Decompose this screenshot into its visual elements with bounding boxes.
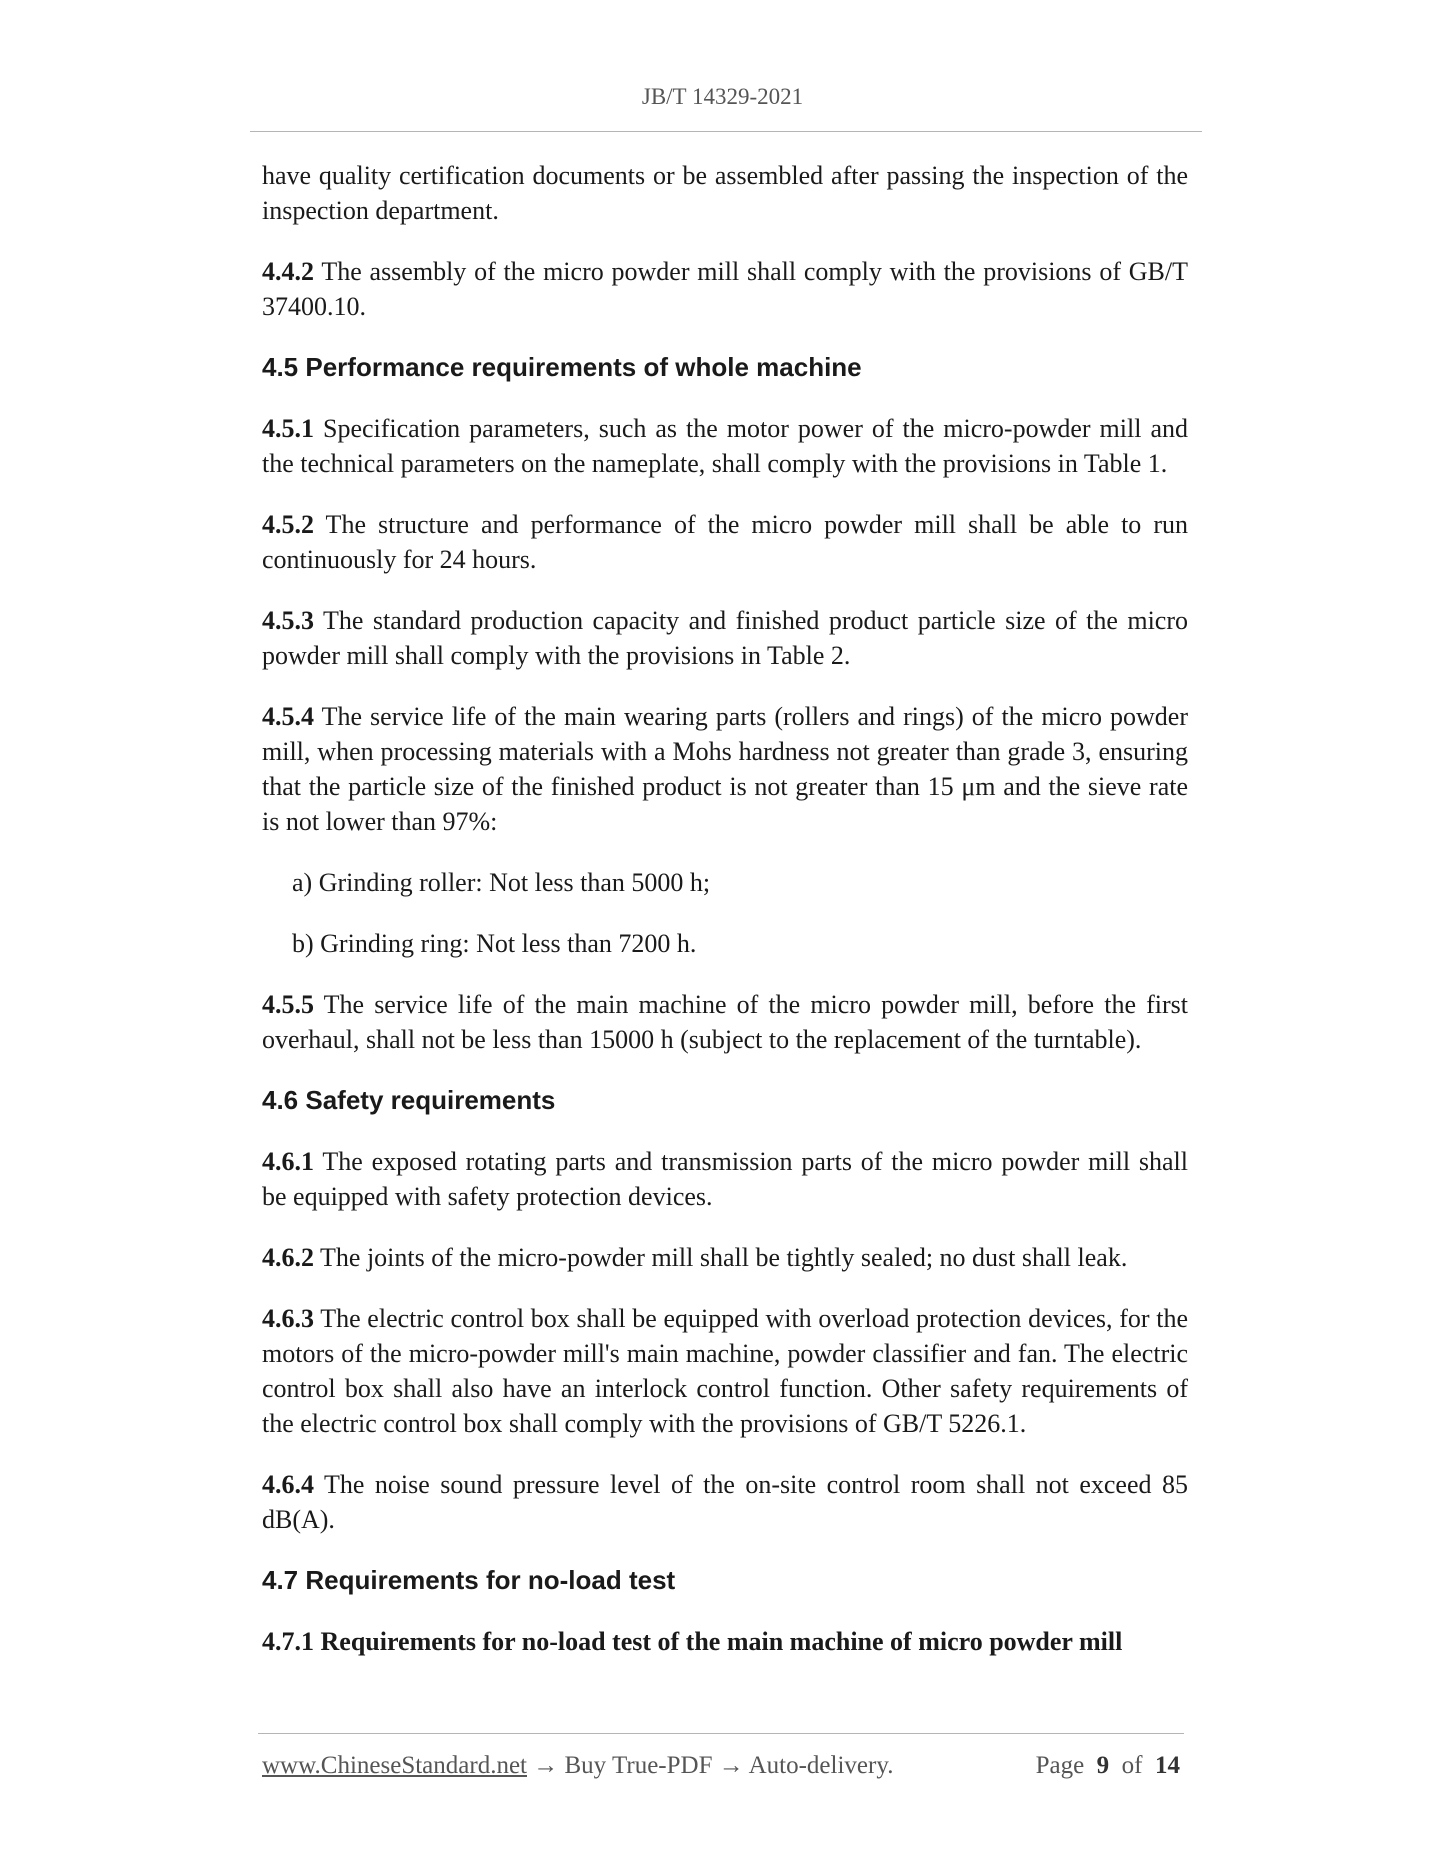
page-body [262,158,1188,1659]
footer-divider [258,1733,1184,1734]
clause-number: 4.4.2 [262,257,314,286]
website-link[interactable]: www.ChineseStandard.net [262,1752,527,1779]
clause-number: 4.6.2 [262,1243,314,1272]
clause-text: The exposed rotating parts and transmission parts of the micro powder mill shall be equipped with safety protection devices. [262,1147,1188,1211]
clause-4-5-3 [262,603,1188,673]
arrow-right-icon: → [527,1752,565,1779]
clause-text: The assembly of the micro powder mill shall comply with the provisions of GB/T 37400.10. [262,257,1188,321]
paragraph-continuation: have quality certification documents or be assembled after passing the inspection of the inspection department. [262,161,1188,225]
clause-4-6-4 [262,1467,1188,1537]
clause-number: 4.6.3 [262,1304,314,1333]
clause-number: 4.6.4 [262,1470,314,1499]
clause-number: 4.5.5 [262,990,314,1019]
clause-4-5-4 [262,699,1188,839]
clause-text: The structure and performance of the micro powder mill shall be able to run continuously for 24 hours. [262,510,1188,574]
total-pages-number: 14 [1155,1752,1180,1779]
clause-text: The standard production capacity and finished product particle size of the micro powder mill shall comply with the provisions in Table 2. [262,606,1188,670]
clause-text: Specification parameters, such as the motor power of the micro-powder mill and the technical parameters on the nameplate, shall comply with the provisions in Table 1. [262,414,1188,478]
clause-text: The service life of the main wearing parts (rollers and rings) of the micro powder mill, when processing materials with a Mohs hardness not greater than grade 3, ensuring that the particle size of the finished product is not greater than 15 μm and the sieve rate is not lower than 97%: [262,702,1188,836]
section-heading-4-7: 4.7 Requirements for no-load test [262,1565,676,1595]
buy-pdf-text: Buy True-PDF [564,1752,713,1779]
header-divider [250,131,1202,132]
clause-4-5-1 [262,411,1188,481]
clause-text: The service life of the main machine of the micro powder mill, before the first overhaul, shall not be less than 15000 h (subject to the replacement of the turntable). [262,990,1188,1054]
clause-text: The noise sound pressure level of the on-site control room shall not exceed 85 dB(A). [262,1470,1188,1534]
auto-delivery-text: Auto-delivery. [748,1752,894,1779]
document-code-header: JB/T 14329-2021 [641,84,804,109]
clause-number: 4.5.3 [262,606,314,635]
clause-4-5-5 [262,987,1188,1057]
clause-4-4-2 [262,254,1188,324]
clause-4-6-3 [262,1301,1188,1441]
clause-number: 4.6.1 [262,1147,314,1176]
subsection-heading-4-7-1: 4.7.1 Requirements for no-load test of the main machine of micro powder mill [262,1627,1123,1656]
section-heading-4-5: 4.5 Performance requirements of whole machine [262,352,862,382]
page-footer [262,1752,1180,1780]
current-page-number: 9 [1096,1752,1110,1779]
section-heading-4-6: 4.6 Safety requirements [262,1085,556,1115]
list-item-a: a) Grinding roller: Not less than 5000 h; [292,868,711,897]
list-item-b: b) Grinding ring: Not less than 7200 h. [292,929,697,958]
clause-4-6-2 [262,1240,1188,1275]
clause-text: The joints of the micro-powder mill shall be tightly sealed; no dust shall leak. [314,1243,1128,1272]
clause-4-6-1 [262,1144,1188,1214]
clause-number: 4.5.1 [262,414,314,443]
clause-4-5-2 [262,507,1188,577]
clause-text: The electric control box shall be equipped with overload protection devices, for the motors of the micro-powder mill's main machine, powder classifier and fan. The electric control box shall also have an interlock control function. Other safety requirements of the electric control box shall comply with the provisions of GB/T 5226.1. [262,1304,1188,1438]
page-indicator: Page 9 of 14 [1035,1752,1180,1779]
arrow-right-icon: → [712,1752,749,1779]
clause-number: 4.5.2 [262,510,314,539]
clause-number: 4.5.4 [262,702,314,731]
